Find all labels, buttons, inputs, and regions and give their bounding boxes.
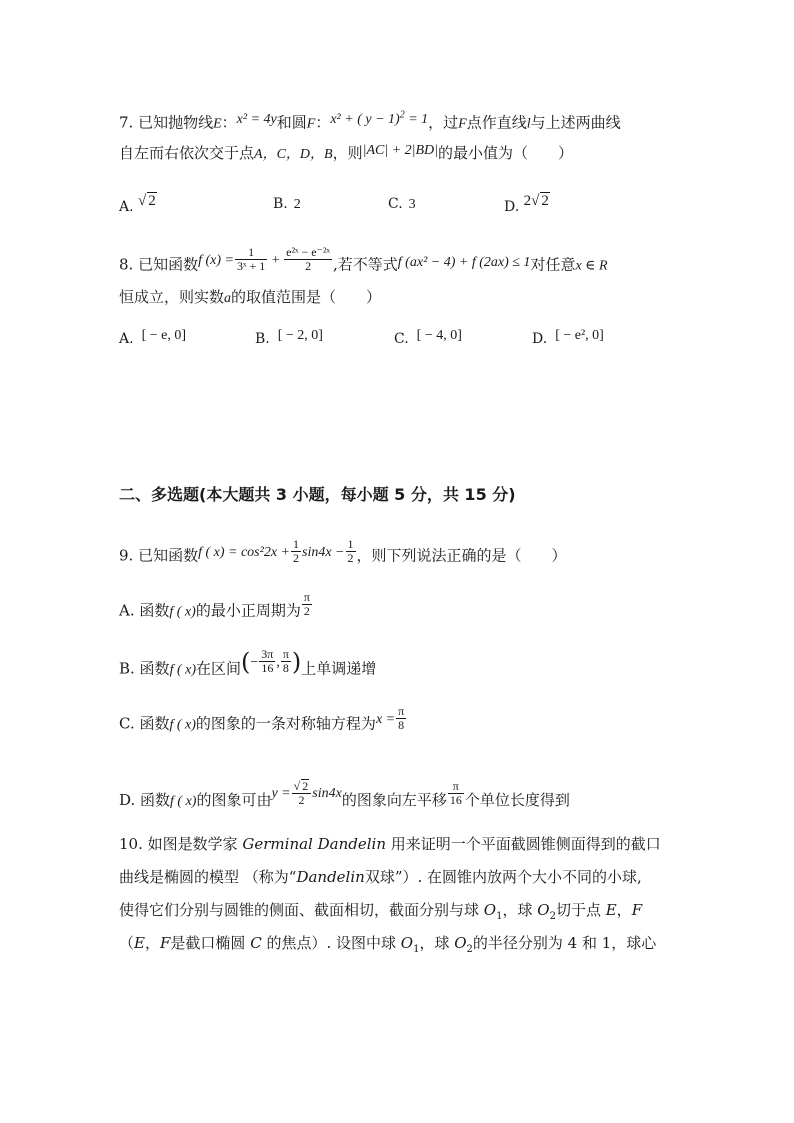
denominator: 3ˣ + 1 [236, 259, 266, 273]
q9-text: 的最小正周期为 [195, 601, 301, 620]
sqrt-expression: √ 2 [138, 193, 156, 209]
q10-text: ， [616, 901, 632, 919]
q7-option-b [273, 196, 301, 213]
q7-parabola-eq: x² = 4y [236, 111, 277, 127]
q9-text: 9. 已知函数 [119, 546, 199, 565]
numerator: π [398, 704, 405, 718]
q8-option-c [394, 328, 462, 348]
sqrt-expression: 2√ 2 [523, 193, 549, 209]
q10-o2-sub: 2 [549, 911, 556, 922]
q7-line-2 [119, 143, 573, 165]
numerator: π [303, 590, 310, 604]
q7-text: 与上述两曲线 [530, 113, 621, 132]
denominator: 2 [298, 793, 305, 807]
option-value: 3 [408, 197, 416, 212]
q9-b-fraction-2 [281, 648, 291, 675]
q9-fx: f ( x) [169, 662, 196, 678]
option-label: A. [119, 199, 134, 215]
q9-fx: f ( x) [169, 604, 196, 620]
q10-line-2 [119, 867, 642, 887]
denominator: 8 [282, 661, 289, 675]
option-value: 2 [293, 197, 301, 212]
q10-E: E [605, 901, 617, 919]
comma: , [276, 654, 280, 670]
q7-text: ，过 [428, 113, 459, 132]
q7-text: 7. 已知抛物线 [119, 113, 214, 132]
q9-a-fraction [302, 591, 312, 618]
q9-text: 在区间 [196, 659, 242, 678]
q9-b-fraction-1 [259, 648, 275, 675]
q9-half-2 [346, 538, 356, 565]
q10-F: F [631, 901, 643, 919]
q10-line-4 [119, 933, 656, 960]
q10-text: 用来证明一个平面截圆锥侧面得到的截口 [386, 835, 661, 853]
q9-d-y: y = [271, 786, 291, 801]
numerator: π [448, 780, 464, 794]
q7-option-a [119, 193, 157, 216]
q7-colon: ： [315, 113, 331, 132]
q10-text: 使得它们分别与圆锥的侧面、截面相切，截面分别与球 [119, 901, 484, 919]
q7-parabola-name: E [213, 116, 222, 132]
q10-text: ，球 [419, 934, 455, 952]
q9-text: ，则下列说法正确的是（ ） [356, 546, 567, 565]
plus-sign: + [268, 252, 284, 268]
q8-inequality: f (ax² − 4) + f (2ax) ≤ 1 [397, 254, 531, 270]
q9-text: 上单调递增 [301, 659, 377, 678]
q8-text: 8. 已知函数 [119, 255, 199, 274]
option-value: [ − 4, 0] [416, 328, 462, 343]
denominator: 16 [449, 792, 462, 807]
q10-o2: O [454, 934, 467, 952]
denominator: 2 [293, 551, 299, 565]
q8-line-1 [119, 245, 608, 279]
q8-text: 对任意 [530, 255, 576, 274]
q7-point-F: F [458, 116, 467, 132]
q7-points: A，C，D，B [254, 147, 333, 162]
denominator: 16 [261, 661, 274, 675]
q9-b-interval [241, 647, 302, 676]
denominator: 2 [305, 259, 312, 273]
numerator: π [282, 647, 289, 661]
q8-variable-a: a [224, 291, 232, 306]
q10-text: 是截口椭圆 [170, 934, 251, 952]
q10-o1-sub: 1 [496, 911, 503, 922]
q9-option-a [119, 590, 313, 625]
q7-option-c [388, 196, 416, 213]
q8-func: f (x) = [198, 252, 234, 268]
q8-option-d [532, 328, 604, 348]
q8-text: ,若不等式 [333, 255, 398, 274]
q9-sin-term: sin4x − [302, 544, 345, 560]
q7-line-l: l [526, 116, 531, 132]
q10-text: 曲线是椭圆的模型 （称为“ [119, 868, 297, 886]
q9-text: A. 函数 [119, 601, 170, 620]
q8-text: 的取值范围是（ ） [231, 288, 382, 306]
section-heading: 二、多选题(本大题共 3 小题，每小题 5 分，共 15 分) [119, 485, 516, 504]
q10-text: 10. 如图是数学家 [119, 835, 243, 853]
q10-o1: O [483, 901, 497, 919]
radicand: 2 [302, 779, 309, 793]
q7-text: 的最小值为（ ） [438, 144, 574, 162]
q8-fraction-2 [284, 246, 332, 273]
q7-colon: ： [221, 113, 237, 132]
q9-option-c [119, 704, 407, 738]
q7-circle-eq-exp: 2 [399, 109, 405, 120]
q9-half-1 [291, 538, 301, 565]
q9-text: D. 函数 [119, 791, 171, 809]
q8-domain: x ∈ R [575, 258, 608, 274]
q10-o2-sub: 2 [466, 944, 473, 955]
q9-fx: f ( x) [170, 794, 197, 809]
q9-text: 的图象可由 [196, 791, 272, 809]
option-label: B. [255, 331, 270, 347]
option-value: [ − 2, 0] [277, 328, 323, 343]
q10-text: 的半径分别为 4 和 1，球心 [472, 934, 657, 952]
q10-text: ， [144, 934, 160, 952]
q10-text: ，球 [502, 901, 538, 919]
q9-text: 个单位长度得到 [464, 791, 570, 809]
q7-text: 自左而右依次交于点 [119, 144, 255, 162]
q9-text: C. 函数 [119, 714, 170, 733]
numerator: 1 [235, 246, 267, 260]
numerator: √ 2 [292, 779, 312, 794]
q7-option-d [504, 193, 550, 216]
q9-c-x: x = [375, 711, 396, 727]
numerator: 1 [347, 537, 354, 551]
q9-fx: f ( x) [169, 717, 196, 733]
q7-circle-name: F [306, 116, 316, 132]
left-paren: ( [241, 647, 251, 676]
q10-C: C [250, 934, 262, 952]
numerator: e²ˣ − e⁻²ˣ [286, 245, 331, 259]
q9-d-fraction-2 [448, 780, 464, 807]
q10-F: F [159, 934, 171, 952]
q9-stem [119, 537, 567, 570]
denominator: 2 [347, 551, 354, 565]
q8-option-a [119, 328, 186, 348]
q7-text: 和圆 [276, 113, 307, 132]
q7-line-1 [119, 110, 621, 135]
q10-name: Germinal Dandelin [242, 835, 386, 853]
q7-circle-eq-b: = 1 [404, 111, 429, 127]
q10-text: 的焦点）. 设图中球 [261, 934, 401, 952]
q8-option-b [255, 328, 323, 348]
q10-name: Dandelin [296, 868, 365, 886]
q9-d-fraction [292, 779, 312, 807]
q9-c-fraction [396, 705, 406, 732]
denominator: 2 [303, 604, 310, 618]
option-value: [ − e², 0] [555, 328, 604, 343]
option-label: C. [388, 196, 403, 212]
numerator: 3π [261, 647, 274, 661]
option-label: D. [532, 331, 548, 347]
q10-line-1 [119, 834, 661, 854]
q8-text: 恒成立，则实数 [119, 288, 225, 306]
q10-text: 双球”）. 在圆锥内放两个大小不同的小球, [364, 868, 642, 886]
q9-text: 的图象向左平移 [341, 791, 447, 809]
q8-line-2 [119, 287, 381, 309]
option-value: [ − e, 0] [141, 328, 186, 343]
radicand: 2 [148, 193, 156, 209]
q9-text: B. 函数 [119, 659, 170, 678]
q9-option-d [119, 778, 570, 815]
option-label: D. [504, 199, 520, 215]
radicand: 2 [541, 193, 549, 209]
option-label: B. [273, 196, 288, 212]
q7-text: 点作直线 [466, 113, 527, 132]
q7-text: ，则 [332, 144, 363, 162]
q10-o2: O [537, 901, 550, 919]
q10-text: （ [119, 934, 135, 952]
q10-E: E [134, 934, 145, 952]
q10-line-3 [119, 900, 642, 927]
option-label: A. [119, 331, 134, 347]
q10-o1-sub: 1 [413, 944, 420, 955]
q7-circle-eq-a: x² + ( y − 1) [330, 111, 400, 127]
q8-fraction-1 [235, 246, 267, 273]
numerator: 1 [293, 537, 299, 551]
q7-circle-eq [330, 109, 429, 127]
right-paren: ) [291, 647, 302, 676]
denominator: 8 [398, 718, 405, 732]
q10-text: 切于点 [555, 901, 606, 919]
q9-text: 的图象的一条对称轴方程为 [195, 714, 376, 733]
q9-func: f ( x) = cos²2x + [198, 544, 290, 560]
q10-o1: O [400, 934, 414, 952]
minus-sign: − [250, 654, 259, 670]
q9-d-sin: sin4x [312, 786, 342, 801]
option-label: C. [394, 331, 409, 347]
q7-expression: |AC| + 2|BD| [362, 143, 438, 158]
